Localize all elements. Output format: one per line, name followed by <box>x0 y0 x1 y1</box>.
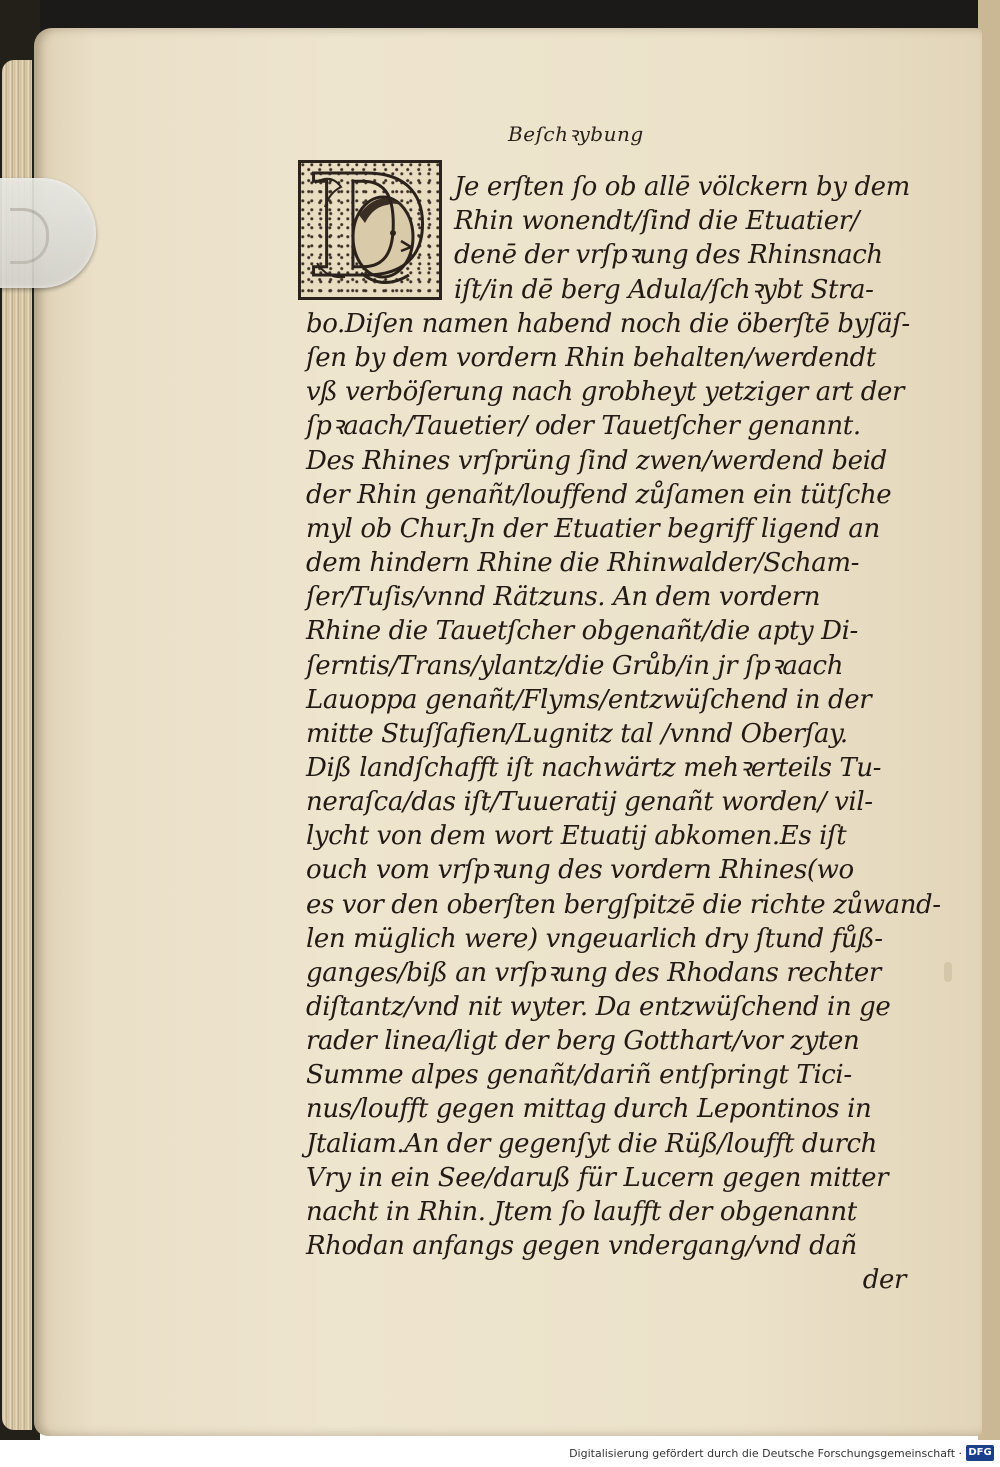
text-line: vß verböſerung nach grobheyt yetziger art der <box>306 377 905 408</box>
running-head: Beſchꝛybung <box>508 122 644 146</box>
text-line: Jtaliam.An der gegenſyt die Rüß/loufft durch <box>306 1128 878 1159</box>
text-line: neraſca/das iſt/Tuueratij genañt worden/ vil- <box>306 787 873 818</box>
footer-credit: Digitalisierung gefördert durch die Deutsche Forschungsgemeinschaft · <box>569 1447 962 1460</box>
text-line: Vry in ein See/daruß für Lucern gegen mitter <box>306 1162 889 1193</box>
text-line: Je erſten ſo ob allē völckern by dem <box>454 172 910 202</box>
text-line: lycht von dem wort Etuatij abkomen.Es iſt <box>306 821 847 852</box>
text-line: diſtantz/vnd nit wyter. Da entzwüſchend in ge <box>306 992 891 1022</box>
footer-bar <box>0 1440 1000 1467</box>
text-line: denē der vrſpꝛung des Rhinsnach <box>454 240 883 271</box>
text-line: ſen by dem vordern Rhin behalten/werdendt <box>306 343 876 374</box>
catchword: der <box>862 1265 906 1295</box>
text-line: Diß landſchafft iſt nachwärtz mehꝛerteils Tu- <box>306 752 882 783</box>
text-line: der Rhin genañt/louffend zůſamen ein tütſche <box>306 479 892 510</box>
text-line: ſerntis/Trans/ylantz/die Grůb/in jr ſpꝛaach <box>306 650 844 681</box>
text-line: ſpꝛaach/Tauetier/ oder Tauetſcher genannt. <box>306 411 861 442</box>
text-line: dem hindern Rhine die Rhinwalder/Scham- <box>306 548 859 579</box>
text-line: es vor den oberſten bergſpitzē die richte zůwand- <box>306 889 941 920</box>
text-line: mitte Stuſſafien/Lugnitz tal /vnnd Oberſay. <box>306 718 848 749</box>
dfg-logo: DFG <box>966 1445 994 1461</box>
text-line: len müglich were) vngeuarlich dry ſtund fůß- <box>306 923 883 954</box>
text-line: Des Rhines vrſprüng ſind zwen/werdend beid <box>306 445 887 476</box>
text-line: nacht in Rhin. Jtem ſo laufft der obgenannt <box>306 1196 857 1227</box>
text-line: Lauoppa genañt/Flyms/entzwüſchend in der <box>306 684 872 715</box>
page-smudge <box>944 962 952 982</box>
text-line: Rhine die Tauetſcher obgenañt/die apty Di- <box>306 616 858 647</box>
text-line: ganges/biß an vrſpꝛung des Rhodans rechter <box>306 957 881 988</box>
text-line: ſer/Tuſis/vnnd Rätzuns. An dem vordern <box>306 582 821 613</box>
text-line: nus/loufft gegen mittag durch Lepontinos in <box>306 1094 872 1125</box>
text-line: iſt/in dē berg Adula/ſchꝛybt Stra- <box>454 274 874 305</box>
text-line: ouch vom vrſpꝛung des vordern Rhines(wo <box>306 855 854 886</box>
text-line: bo.Diſen namen habend noch die öberſtē byſäſ- <box>306 309 910 339</box>
text-line: rader linea/ligt der berg Gotthart/vor zyten <box>306 1026 860 1057</box>
decorated-initial <box>298 145 442 309</box>
initial-letter: D <box>307 145 429 309</box>
text-line: myl ob Chur.Jn der Etuatier begriff ligend an <box>306 513 880 544</box>
text-line: Rhodan anfangs gegen vndergang/vnd dañ <box>306 1231 857 1262</box>
text-line: Summe alpes genañt/dariñ entſpringt Tici- <box>306 1060 852 1091</box>
text-line: Rhin wonendt/ſind die Etuatier/ <box>454 206 860 237</box>
bookmark-tab-hole <box>10 208 49 264</box>
